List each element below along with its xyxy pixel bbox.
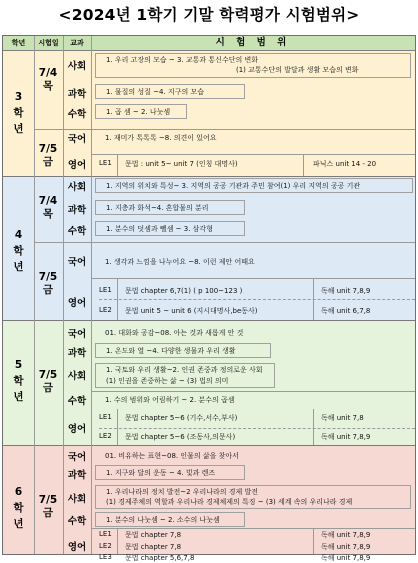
g6-social-box: [95, 485, 411, 509]
grade6-block: [3, 446, 415, 562]
header-subject: 교과: [70, 39, 84, 47]
g3-korean-label: 국어: [67, 134, 87, 145]
header-grade: 학년: [11, 39, 26, 47]
g3-math-text: 1. 곱 셈 ~ 2. 나눗셈: [106, 108, 171, 116]
g3-le1-label: LE1: [99, 159, 112, 167]
g4-math-text: 1. 분수의 덧셈과 뺄셈 ~ 3. 삼각형: [106, 225, 213, 233]
g4-korean-text: 1. 생각과 느낌을 나누어요 ~8. 이런 제안 어때요: [105, 258, 255, 266]
page-title: <2024년 1학기 기말 학력평가 시험범위>: [58, 6, 360, 24]
g3-social-label: 사회: [67, 61, 87, 72]
g4-le2-reading: 독해 unit 6,7,8: [321, 307, 371, 315]
grade5-block: [3, 321, 415, 445]
g4-science-box: [95, 200, 245, 215]
g4-le2-label: LE2: [99, 306, 112, 314]
g3-math-box: [95, 104, 187, 119]
g4-math-box: [95, 221, 245, 236]
read-line-g5: [313, 409, 314, 445]
g6-le1-label: LE1: [99, 530, 112, 538]
read-line-g4: [313, 279, 314, 320]
g6-le3-label: LE3: [99, 553, 112, 561]
grade5-date: 7/5 금: [38, 369, 58, 394]
g5-le2-reading: 독해 unit 7,8,9: [321, 433, 371, 441]
g6-korean-text: 01. 비유하는 표현~08. 인물의 삶을 찾아서: [105, 452, 239, 460]
g3-science-text: 1. 물질의 성질 ~4. 지구의 모습: [106, 88, 204, 96]
g4-science-label: 과학: [67, 205, 87, 216]
g4-le2-text: 문법 unit 5 ~ unit 6 (지시대명사,be동사): [125, 307, 258, 315]
g6-math-text: 1. 분수의 나눗셈 ~ 2. 소수의 나눗셈: [106, 516, 220, 524]
g5-english-label: 영어: [67, 424, 87, 435]
g5-social-line1: 1. 국토와 우리 생활~2. 인권 존중과 정의로운 사회: [106, 366, 263, 374]
g6-math-box: [95, 512, 245, 527]
g6-science-label: 과학: [67, 470, 87, 481]
g6-korean-label: 국어: [67, 452, 87, 463]
g4-le1-text: 문법 chapter 6,7(1) ( p 100~123 ): [125, 287, 243, 295]
header-date: 시험일: [38, 39, 59, 47]
grade4-date2: 7/5 금: [38, 271, 58, 296]
g5-sep-a: [91, 391, 415, 392]
grade4-label: 4 학 년: [13, 229, 24, 273]
g3-le1-reading: 파닉스 unit 14 - 20: [313, 160, 377, 168]
g6-math-label: 수학: [67, 516, 87, 527]
g5-math-text: 1. 수의 범위와 어림하기 ~ 2. 분수의 곱셈: [105, 396, 235, 404]
g3-english-label: 영어: [67, 160, 87, 171]
g5-science-box: [95, 343, 271, 358]
grade6-label: 6 학 년: [13, 486, 24, 530]
g4-korean-label: 국어: [67, 257, 87, 268]
g6-social-label: 사회: [67, 494, 87, 505]
header-scope: 시 험 범 위: [215, 37, 291, 48]
g4-social-box: [95, 178, 413, 193]
g5-korean-text: 01. 대화와 공감~08. 아는 것과 새롭게 안 것: [105, 329, 244, 337]
g6-le2-label: LE2: [99, 542, 112, 550]
g5-social-line2: (1) 인권을 존중하는 삶 ~ (3) 법의 의미: [106, 377, 229, 385]
g3-science-label: 과학: [67, 89, 87, 100]
g6-social-line2: (1) 경제주체의 역할과 우리나라 경제체제의 특징 ~ (3) 세계 속의 우리나라 경제: [106, 498, 353, 506]
g3-korean-text: 1. 재미가 톡톡톡 ~8. 의견이 있어요: [105, 134, 217, 142]
g4-social-label: 사회: [67, 182, 87, 193]
g4-le1-label: LE1: [99, 286, 112, 294]
grade3-date1: 7/4 목: [38, 67, 58, 92]
g4-science-text: 1. 지층과 화석~4. 혼합물의 분리: [106, 204, 209, 212]
g6-le3-reading: 독해 unit 7,8,9: [321, 554, 371, 562]
g5-science-text: 1. 온도와 열 ~4. 다양한 생물과 우리 생활: [106, 347, 236, 355]
g3-le1-text: 문법 : unit 5~ unit 7 (인칭 대명사): [125, 160, 238, 168]
g6-le3-text: 문법 chapter 5,6,7,8: [125, 554, 195, 562]
g6-science-text: 1. 지구와 달의 운동 ~ 4. 빛과 렌즈: [106, 469, 216, 477]
g5-korean-label: 국어: [67, 329, 87, 340]
g3-social-box: [95, 53, 411, 78]
le-line-g4: [117, 279, 118, 320]
g6-le2-reading: 독해 unit 7,8,9: [321, 543, 371, 551]
g6-science-box: [95, 465, 245, 480]
g5-le1-text: 문법 chapter 5~6 (기수,서수,부사): [125, 414, 238, 422]
g3-math-label: 수학: [67, 109, 87, 120]
g5-social-box: [95, 363, 275, 388]
g3-social-line1: 1. 우리 고장의 모습 ~ 3. 교통과 통신수단의 변화: [106, 56, 258, 64]
le-line-g6: [117, 528, 118, 554]
g4-le1-reading: 독해 unit 7,8,9: [321, 287, 371, 295]
g6-english-label: 영어: [67, 542, 87, 553]
grade3-date2: 7/5 금: [38, 143, 58, 168]
g5-le2-label: LE2: [99, 432, 112, 440]
read-line-g3: [303, 155, 304, 176]
g3-science-box: [95, 84, 245, 99]
g5-le2-text: 문법 chapter 5~6 (조동사,의문사): [125, 433, 236, 441]
le-line-g3: [117, 155, 118, 176]
g6-le1-reading: 독해 unit 7,8,9: [321, 531, 371, 539]
grade6-date: 7/5 금: [38, 494, 58, 519]
g5-le1-reading: 독해 unit 7,8: [321, 414, 364, 422]
g5-social-label: 사회: [67, 371, 87, 382]
table-header: [3, 36, 415, 51]
g4-english-label: 영어: [67, 298, 87, 309]
col-line-3: [91, 36, 92, 554]
grade3-block: [3, 51, 415, 176]
grade4-date1: 7/4 목: [38, 195, 58, 220]
exam-scope-table: [2, 35, 416, 562]
g6-le2-text: 문법 chapter 7,8: [125, 543, 182, 551]
read-line-g6: [313, 528, 314, 554]
g4-social-text: 1. 지역의 위치와 특성~ 3. 지역의 공공 기관과 주민 참여(1) 우리 지역의 공공 기관: [106, 182, 361, 190]
g6-le1-text: 문법 chapter 7,8: [125, 531, 182, 539]
g4-sep-b: [91, 278, 415, 279]
col-line-1: [34, 36, 35, 554]
g5-sep-b: [99, 428, 415, 429]
g4-math-label: 수학: [67, 226, 87, 237]
g5-math-label: 수학: [67, 396, 87, 407]
g6-social-line1: 1. 우리나라의 정치 발전~2 우리나라의 경제 발전: [106, 488, 259, 496]
g5-le1-label: LE1: [99, 413, 112, 421]
g6-sep-a: [91, 528, 415, 529]
grade3-label: 3 학 년: [13, 91, 24, 135]
g4-sep-c: [99, 299, 415, 300]
g3-sep-b: [91, 154, 415, 155]
g5-science-label: 과학: [67, 348, 87, 359]
grade5-label: 5 학 년: [13, 359, 24, 403]
col-line-2: [63, 36, 64, 554]
g3-social-line2: (1) 교통수단의 발달과 생활 모습의 변화: [236, 66, 359, 74]
le-line-g5: [117, 409, 118, 445]
